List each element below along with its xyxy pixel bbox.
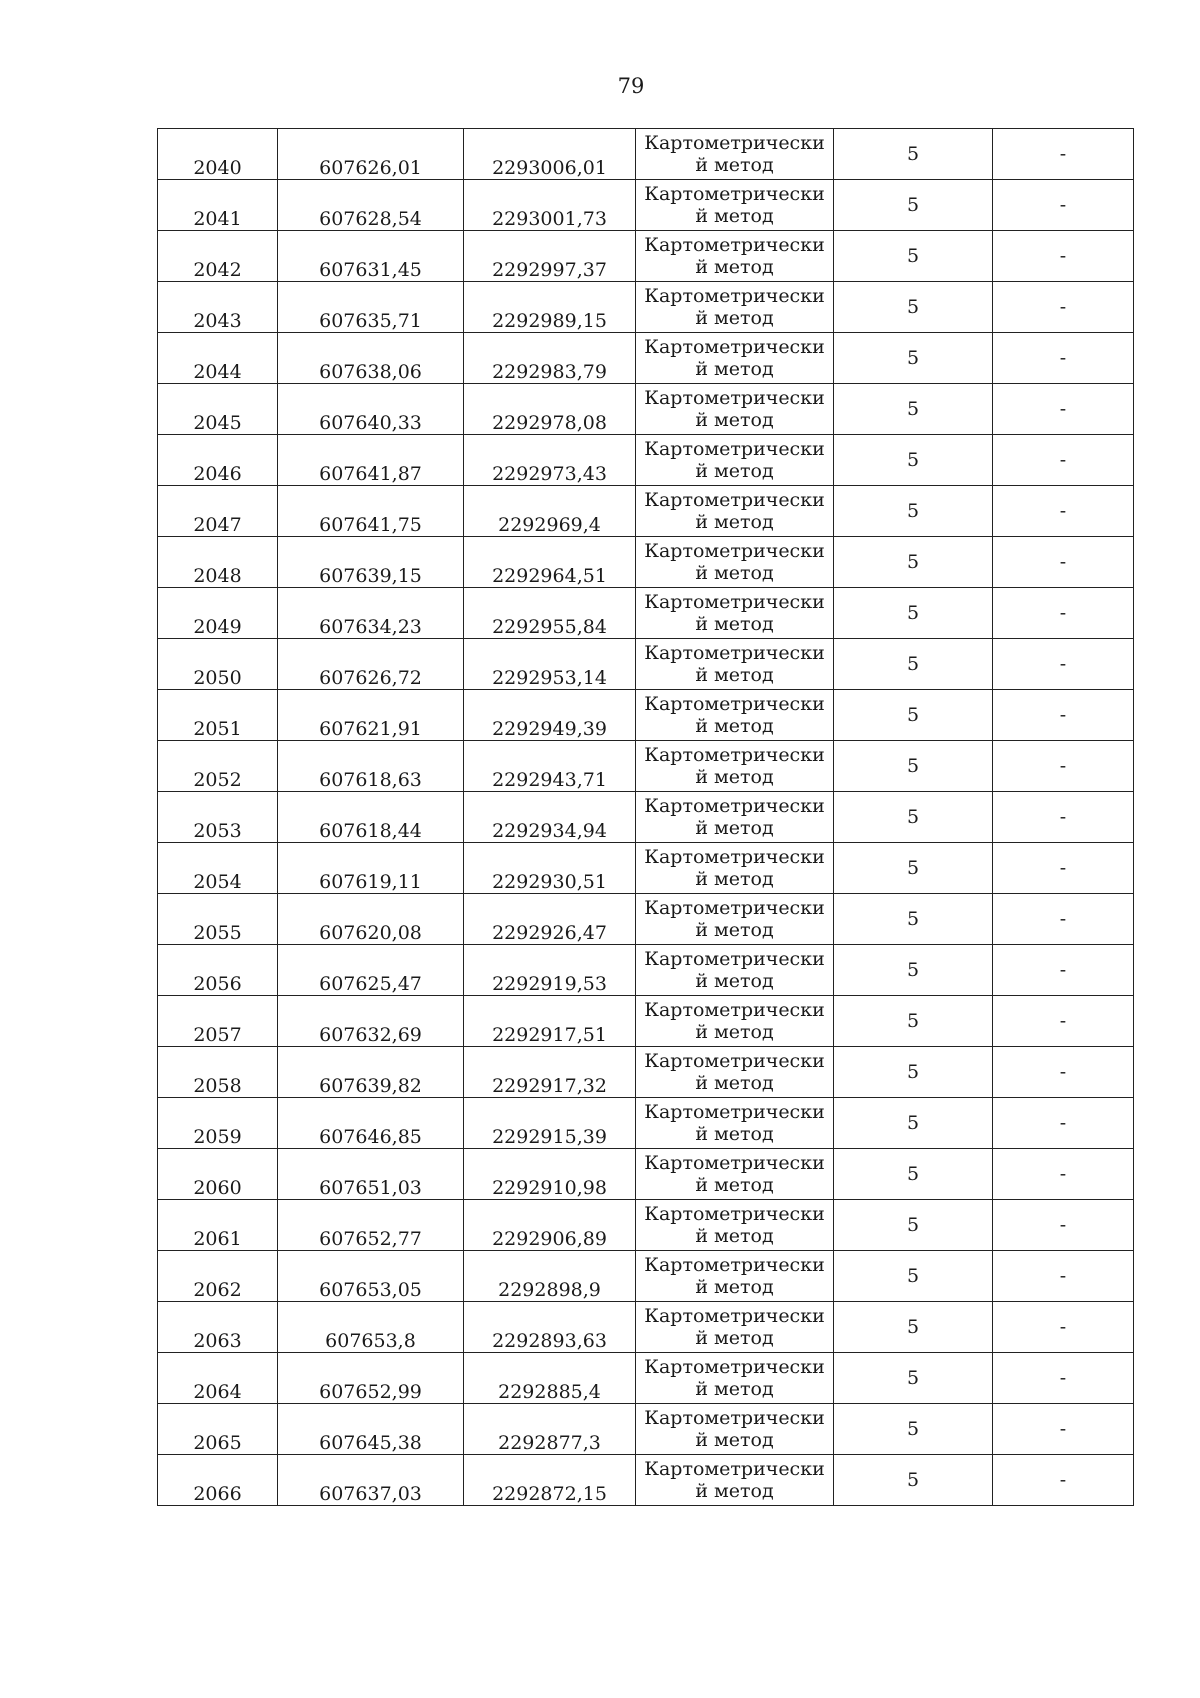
method-cell: Картометрически й метод	[636, 843, 834, 894]
x-coordinate-cell: 607646,85	[278, 1098, 464, 1149]
point-number-cell: 2066	[158, 1455, 278, 1506]
accuracy-cell: 5	[834, 333, 993, 384]
y-coordinate-cell: 2292953,14	[464, 639, 636, 690]
accuracy-cell: 5	[834, 180, 993, 231]
table-row	[158, 792, 1134, 843]
method-cell: Картометрически й метод	[636, 1404, 834, 1455]
point-number-cell: 2050	[158, 639, 278, 690]
point-number-cell: 2040	[158, 129, 278, 180]
accuracy-cell: 5	[834, 588, 993, 639]
y-coordinate-cell: 2293001,73	[464, 180, 636, 231]
table-row	[158, 894, 1134, 945]
point-number-cell: 2065	[158, 1404, 278, 1455]
coordinates-table-body	[158, 129, 1134, 1506]
x-coordinate-cell: 607637,03	[278, 1455, 464, 1506]
accuracy-cell: 5	[834, 996, 993, 1047]
accuracy-cell: 5	[834, 231, 993, 282]
y-coordinate-cell: 2292906,89	[464, 1200, 636, 1251]
accuracy-cell: 5	[834, 690, 993, 741]
method-cell: Картометрически й метод	[636, 690, 834, 741]
y-coordinate-cell: 2292893,63	[464, 1302, 636, 1353]
point-number-cell: 2042	[158, 231, 278, 282]
table-row	[158, 282, 1134, 333]
table-row	[158, 1302, 1134, 1353]
point-number-cell: 2059	[158, 1098, 278, 1149]
y-coordinate-cell: 2292973,43	[464, 435, 636, 486]
method-cell: Картометрически й метод	[636, 231, 834, 282]
x-coordinate-cell: 607628,54	[278, 180, 464, 231]
table-row	[158, 384, 1134, 435]
table-row	[158, 1353, 1134, 1404]
note-cell: -	[993, 486, 1134, 537]
point-number-cell: 2058	[158, 1047, 278, 1098]
y-coordinate-cell: 2293006,01	[464, 129, 636, 180]
accuracy-cell: 5	[834, 1200, 993, 1251]
point-number-cell: 2064	[158, 1353, 278, 1404]
method-cell: Картометрически й метод	[636, 537, 834, 588]
y-coordinate-cell: 2292910,98	[464, 1149, 636, 1200]
accuracy-cell: 5	[834, 1404, 993, 1455]
table-row	[158, 333, 1134, 384]
x-coordinate-cell: 607641,87	[278, 435, 464, 486]
note-cell: -	[993, 690, 1134, 741]
method-cell: Картометрически й метод	[636, 486, 834, 537]
y-coordinate-cell: 2292877,3	[464, 1404, 636, 1455]
y-coordinate-cell: 2292934,94	[464, 792, 636, 843]
x-coordinate-cell: 607625,47	[278, 945, 464, 996]
y-coordinate-cell: 2292949,39	[464, 690, 636, 741]
note-cell: -	[993, 1455, 1134, 1506]
table-row	[158, 1047, 1134, 1098]
accuracy-cell: 5	[834, 843, 993, 894]
note-cell: -	[993, 588, 1134, 639]
y-coordinate-cell: 2292969,4	[464, 486, 636, 537]
table-row	[158, 129, 1134, 180]
note-cell: -	[993, 129, 1134, 180]
note-cell: -	[993, 1149, 1134, 1200]
accuracy-cell: 5	[834, 894, 993, 945]
y-coordinate-cell: 2292926,47	[464, 894, 636, 945]
note-cell: -	[993, 1353, 1134, 1404]
x-coordinate-cell: 607639,82	[278, 1047, 464, 1098]
method-cell: Картометрически й метод	[636, 1455, 834, 1506]
point-number-cell: 2046	[158, 435, 278, 486]
table-row	[158, 486, 1134, 537]
note-cell: -	[993, 1302, 1134, 1353]
table-row	[158, 1149, 1134, 1200]
accuracy-cell: 5	[834, 1353, 993, 1404]
note-cell: -	[993, 843, 1134, 894]
table-row	[158, 741, 1134, 792]
y-coordinate-cell: 2292989,15	[464, 282, 636, 333]
y-coordinate-cell: 2292872,15	[464, 1455, 636, 1506]
accuracy-cell: 5	[834, 792, 993, 843]
y-coordinate-cell: 2292943,71	[464, 741, 636, 792]
point-number-cell: 2051	[158, 690, 278, 741]
y-coordinate-cell: 2292964,51	[464, 537, 636, 588]
accuracy-cell: 5	[834, 435, 993, 486]
y-coordinate-cell: 2292983,79	[464, 333, 636, 384]
table-row	[158, 690, 1134, 741]
table-row	[158, 1098, 1134, 1149]
table-row	[158, 231, 1134, 282]
table-row	[158, 945, 1134, 996]
accuracy-cell: 5	[834, 1251, 993, 1302]
x-coordinate-cell: 607652,77	[278, 1200, 464, 1251]
x-coordinate-cell: 607651,03	[278, 1149, 464, 1200]
point-number-cell: 2044	[158, 333, 278, 384]
x-coordinate-cell: 607645,38	[278, 1404, 464, 1455]
method-cell: Картометрически й метод	[636, 894, 834, 945]
point-number-cell: 2061	[158, 1200, 278, 1251]
y-coordinate-cell: 2292930,51	[464, 843, 636, 894]
table-row	[158, 1404, 1134, 1455]
accuracy-cell: 5	[834, 1302, 993, 1353]
accuracy-cell: 5	[834, 1455, 993, 1506]
note-cell: -	[993, 537, 1134, 588]
y-coordinate-cell: 2292885,4	[464, 1353, 636, 1404]
y-coordinate-cell: 2292917,32	[464, 1047, 636, 1098]
x-coordinate-cell: 607641,75	[278, 486, 464, 537]
point-number-cell: 2052	[158, 741, 278, 792]
point-number-cell: 2045	[158, 384, 278, 435]
point-number-cell: 2057	[158, 996, 278, 1047]
x-coordinate-cell: 607638,06	[278, 333, 464, 384]
table-row	[158, 1251, 1134, 1302]
note-cell: -	[993, 894, 1134, 945]
method-cell: Картометрически й метод	[636, 996, 834, 1047]
accuracy-cell: 5	[834, 537, 993, 588]
y-coordinate-cell: 2292898,9	[464, 1251, 636, 1302]
note-cell: -	[993, 945, 1134, 996]
x-coordinate-cell: 607618,63	[278, 741, 464, 792]
x-coordinate-cell: 607626,72	[278, 639, 464, 690]
x-coordinate-cell: 607652,99	[278, 1353, 464, 1404]
note-cell: -	[993, 639, 1134, 690]
method-cell: Картометрически й метод	[636, 588, 834, 639]
accuracy-cell: 5	[834, 1149, 993, 1200]
note-cell: -	[993, 333, 1134, 384]
note-cell: -	[993, 435, 1134, 486]
method-cell: Картометрически й метод	[636, 282, 834, 333]
note-cell: -	[993, 996, 1134, 1047]
note-cell: -	[993, 282, 1134, 333]
point-number-cell: 2041	[158, 180, 278, 231]
table-row	[158, 639, 1134, 690]
note-cell: -	[993, 1404, 1134, 1455]
point-number-cell: 2060	[158, 1149, 278, 1200]
accuracy-cell: 5	[834, 129, 993, 180]
accuracy-cell: 5	[834, 486, 993, 537]
table-row	[158, 1455, 1134, 1506]
note-cell: -	[993, 1098, 1134, 1149]
x-coordinate-cell: 607640,33	[278, 384, 464, 435]
point-number-cell: 2053	[158, 792, 278, 843]
method-cell: Картометрически й метод	[636, 792, 834, 843]
method-cell: Картометрически й метод	[636, 741, 834, 792]
table-row	[158, 843, 1134, 894]
note-cell: -	[993, 1047, 1134, 1098]
x-coordinate-cell: 607619,11	[278, 843, 464, 894]
method-cell: Картометрически й метод	[636, 1047, 834, 1098]
x-coordinate-cell: 607653,05	[278, 1251, 464, 1302]
x-coordinate-cell: 607635,71	[278, 282, 464, 333]
x-coordinate-cell: 607634,23	[278, 588, 464, 639]
y-coordinate-cell: 2292997,37	[464, 231, 636, 282]
note-cell: -	[993, 180, 1134, 231]
method-cell: Картометрически й метод	[636, 1098, 834, 1149]
method-cell: Картометрически й метод	[636, 129, 834, 180]
method-cell: Картометрически й метод	[636, 1251, 834, 1302]
method-cell: Картометрически й метод	[636, 435, 834, 486]
point-number-cell: 2063	[158, 1302, 278, 1353]
point-number-cell: 2049	[158, 588, 278, 639]
page-number: 79	[617, 74, 645, 98]
method-cell: Картометрически й метод	[636, 333, 834, 384]
point-number-cell: 2056	[158, 945, 278, 996]
note-cell: -	[993, 384, 1134, 435]
y-coordinate-cell: 2292919,53	[464, 945, 636, 996]
method-cell: Картометрически й метод	[636, 1149, 834, 1200]
accuracy-cell: 5	[834, 639, 993, 690]
note-cell: -	[993, 1251, 1134, 1302]
table-row	[158, 180, 1134, 231]
point-number-cell: 2055	[158, 894, 278, 945]
method-cell: Картометрически й метод	[636, 384, 834, 435]
table-row	[158, 588, 1134, 639]
method-cell: Картометрически й метод	[636, 1302, 834, 1353]
method-cell: Картометрически й метод	[636, 1353, 834, 1404]
x-coordinate-cell: 607632,69	[278, 996, 464, 1047]
accuracy-cell: 5	[834, 282, 993, 333]
point-number-cell: 2062	[158, 1251, 278, 1302]
point-number-cell: 2043	[158, 282, 278, 333]
accuracy-cell: 5	[834, 945, 993, 996]
y-coordinate-cell: 2292955,84	[464, 588, 636, 639]
method-cell: Картометрически й метод	[636, 945, 834, 996]
method-cell: Картометрически й метод	[636, 639, 834, 690]
accuracy-cell: 5	[834, 384, 993, 435]
x-coordinate-cell: 607618,44	[278, 792, 464, 843]
x-coordinate-cell: 607653,8	[278, 1302, 464, 1353]
x-coordinate-cell: 607631,45	[278, 231, 464, 282]
note-cell: -	[993, 792, 1134, 843]
accuracy-cell: 5	[834, 1098, 993, 1149]
method-cell: Картометрически й метод	[636, 180, 834, 231]
note-cell: -	[993, 1200, 1134, 1251]
note-cell: -	[993, 231, 1134, 282]
method-cell: Картометрически й метод	[636, 1200, 834, 1251]
table-row	[158, 1200, 1134, 1251]
x-coordinate-cell: 607621,91	[278, 690, 464, 741]
y-coordinate-cell: 2292917,51	[464, 996, 636, 1047]
accuracy-cell: 5	[834, 741, 993, 792]
x-coordinate-cell: 607639,15	[278, 537, 464, 588]
table-row	[158, 435, 1134, 486]
point-number-cell: 2054	[158, 843, 278, 894]
x-coordinate-cell: 607626,01	[278, 129, 464, 180]
table-row	[158, 537, 1134, 588]
x-coordinate-cell: 607620,08	[278, 894, 464, 945]
y-coordinate-cell: 2292978,08	[464, 384, 636, 435]
accuracy-cell: 5	[834, 1047, 993, 1098]
y-coordinate-cell: 2292915,39	[464, 1098, 636, 1149]
point-number-cell: 2048	[158, 537, 278, 588]
note-cell: -	[993, 741, 1134, 792]
table-row	[158, 996, 1134, 1047]
coordinates-table	[157, 128, 1134, 1506]
point-number-cell: 2047	[158, 486, 278, 537]
